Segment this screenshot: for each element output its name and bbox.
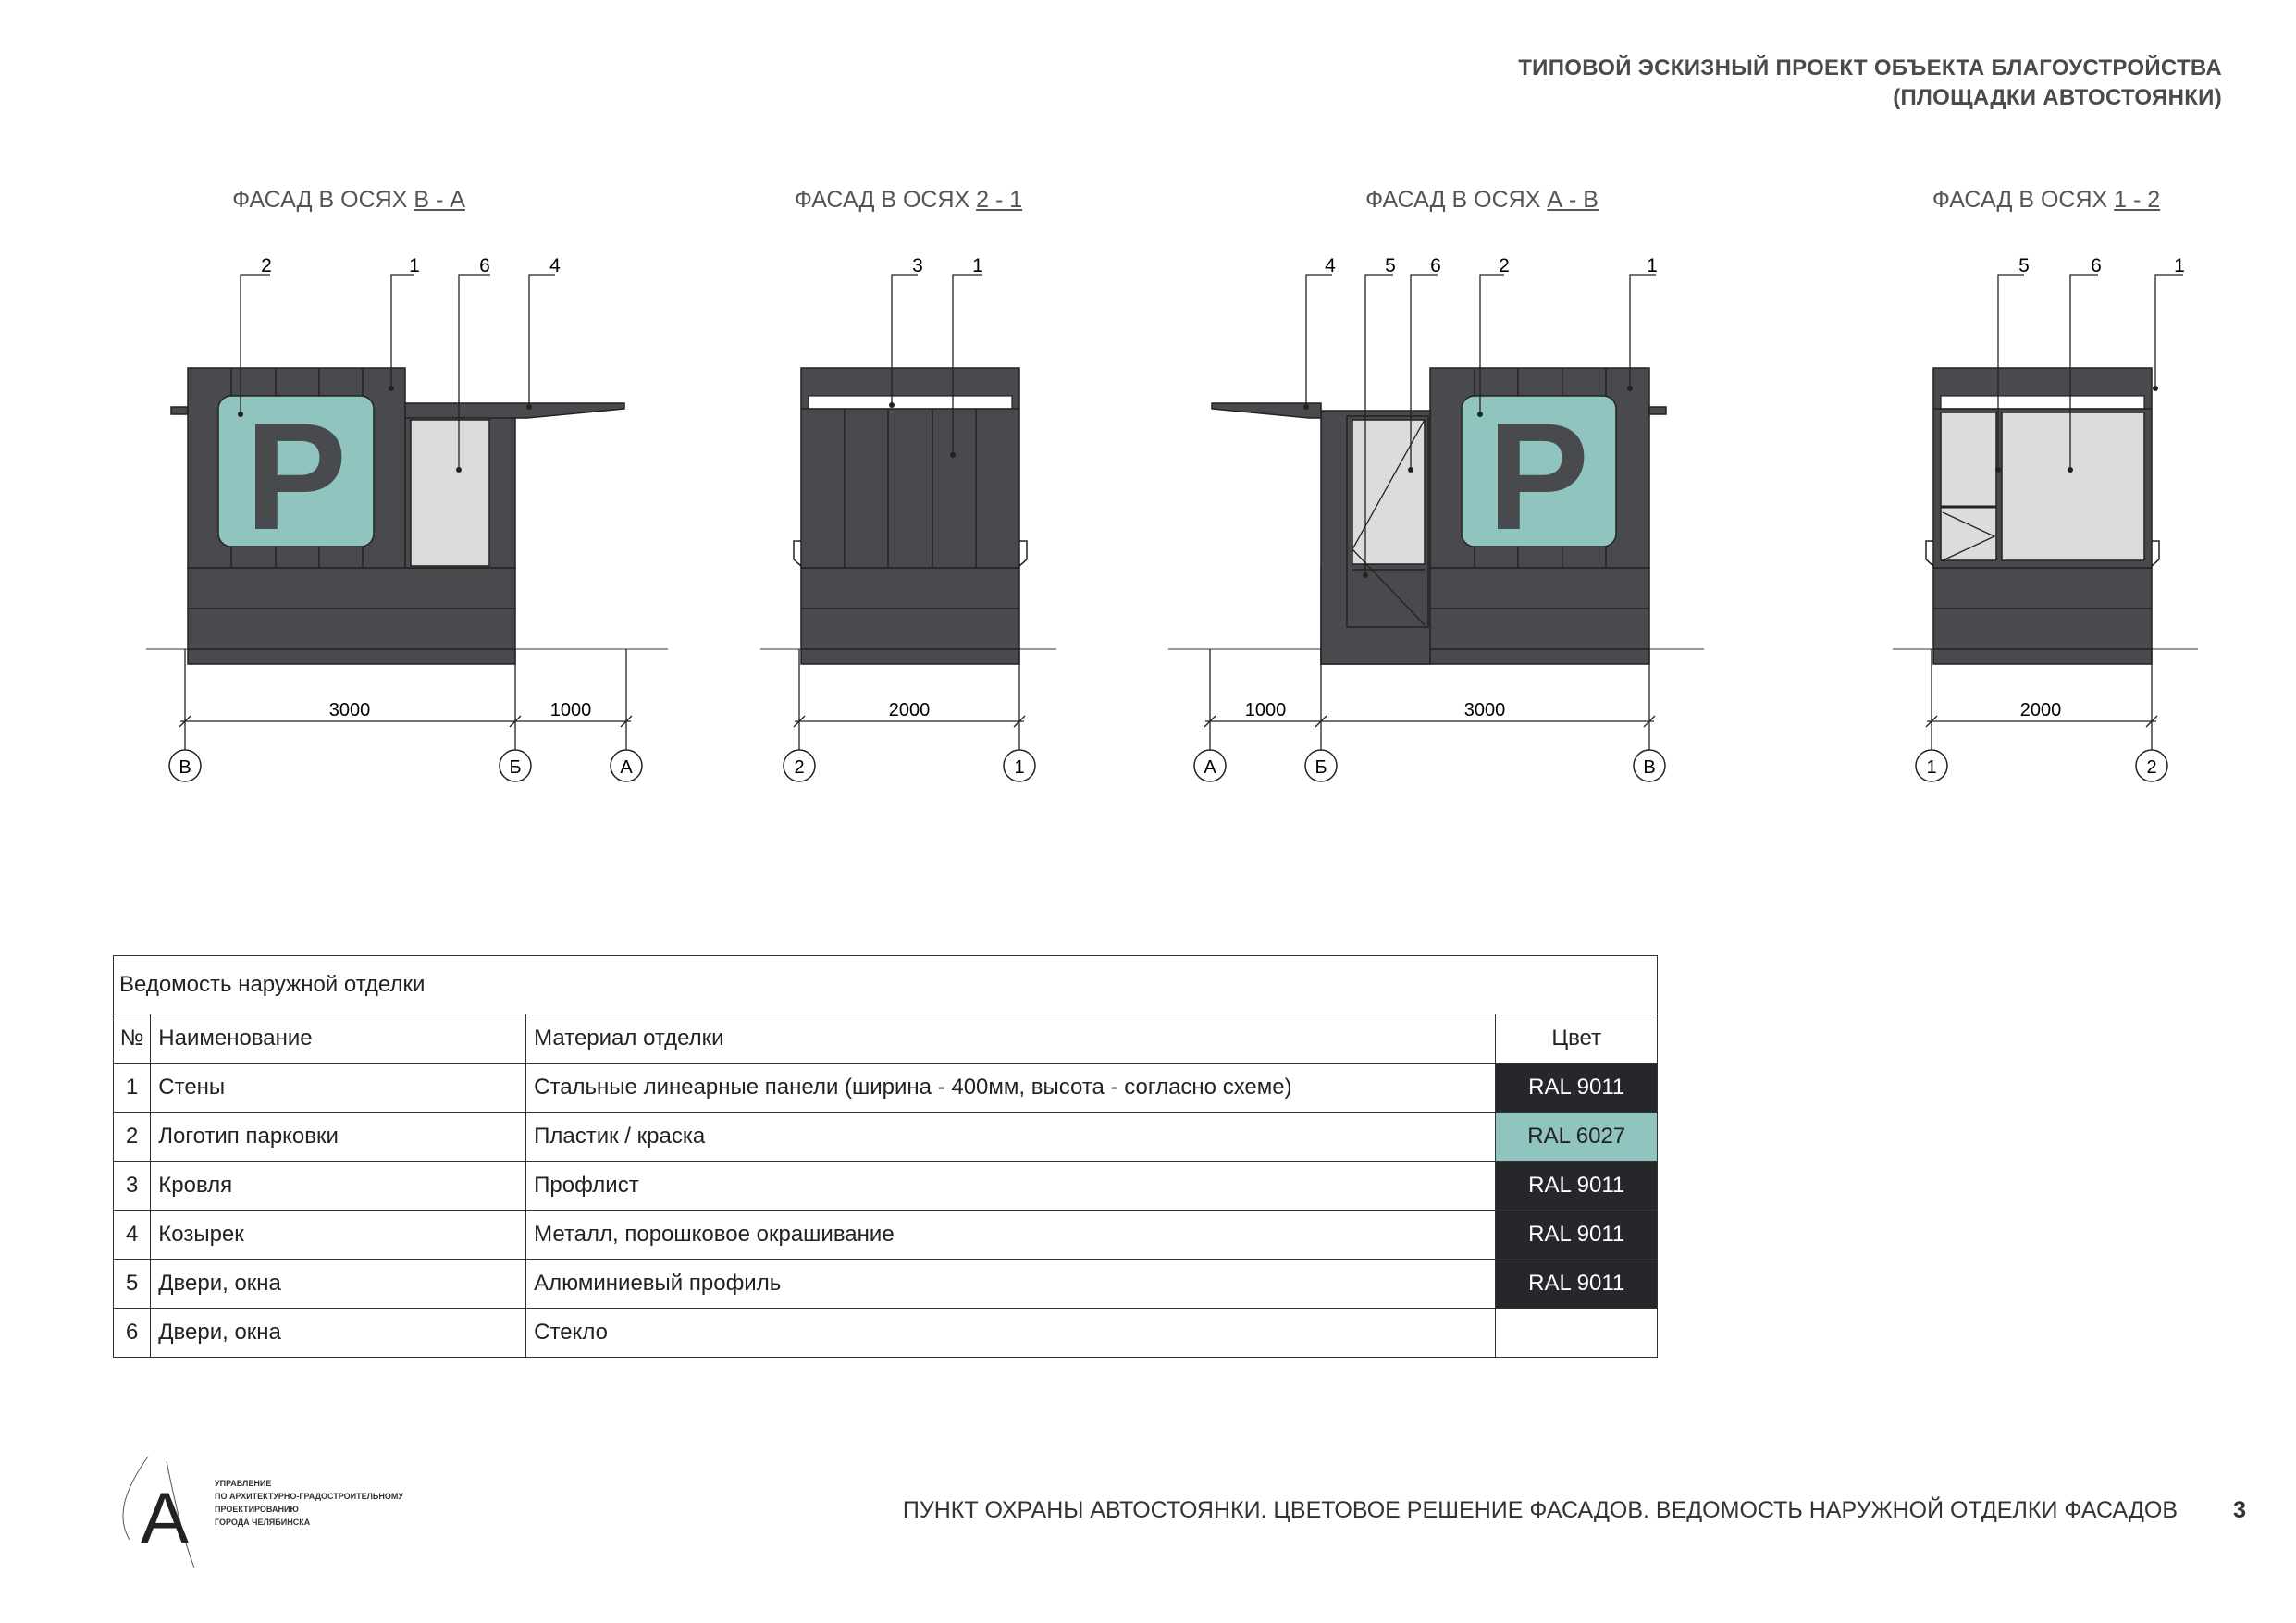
leader-label: 5 <box>2018 255 2030 277</box>
row-no: 3 <box>114 1162 151 1211</box>
row-no: 2 <box>114 1113 151 1162</box>
grid-axis-label: Б <box>1315 757 1327 778</box>
header-material: Материал отделки <box>526 1014 1496 1064</box>
facade-1 <box>146 255 668 781</box>
dimension-label: 2000 <box>888 700 931 720</box>
parking-sign-letter-1: P <box>244 391 348 561</box>
department-name <box>215 1477 403 1529</box>
table-row <box>114 1064 1658 1113</box>
row-name: Двери, окна <box>151 1309 526 1358</box>
leader-label: 4 <box>549 255 561 277</box>
leader-label: 6 <box>479 255 490 277</box>
table-row <box>114 1260 1658 1309</box>
row-material: Алюминиевый профиль <box>526 1260 1496 1309</box>
row-name: Двери, окна <box>151 1260 526 1309</box>
grid-axis-label: 2 <box>794 757 805 778</box>
leader-label: 4 <box>1325 255 1336 277</box>
facade-4 <box>1893 255 2198 781</box>
grid-axis-label: Б <box>509 757 522 778</box>
grid-axis-label: В <box>179 757 191 778</box>
row-color-swatch <box>1496 1309 1658 1358</box>
logo-letter: A <box>140 1477 190 1558</box>
exterior-finish-schedule <box>113 955 1658 1358</box>
header-line-2: (ПЛОЩАДКИ АВТОСТОЯНКИ) <box>1893 85 2222 110</box>
department-name-line: ГОРОДА ЧЕЛЯБИНСКА <box>215 1518 311 1527</box>
leader-label: 6 <box>1430 255 1441 277</box>
leader-label: 2 <box>1499 255 1510 277</box>
row-color-swatch: RAL 9011 <box>1496 1211 1658 1260</box>
row-name: Козырек <box>151 1211 526 1260</box>
department-logo <box>111 1452 222 1572</box>
row-color-swatch: RAL 6027 <box>1496 1113 1658 1162</box>
row-color-swatch: RAL 9011 <box>1496 1064 1658 1113</box>
leader-label: 1 <box>409 255 420 277</box>
sheet-title: ПУНКТ ОХРАНЫ АВТОСТОЯНКИ. ЦВЕТОВОЕ РЕШЕНИЕ ФАСАДОВ. ВЕДОМОСТЬ НАРУЖНОЙ ОТДЕЛКИ ФАСАДОВ <box>902 1497 2178 1523</box>
row-no: 6 <box>114 1309 151 1358</box>
header-color: Цвет <box>1496 1014 1658 1064</box>
row-name: Логотип парковки <box>151 1113 526 1162</box>
table-row <box>114 1211 1658 1260</box>
leader-label: 6 <box>2091 255 2102 277</box>
facade-title-1: ФАСАД В ОСЯХ В - А <box>232 187 465 213</box>
header-no: № <box>114 1014 151 1064</box>
leader-label: 1 <box>972 255 983 277</box>
row-material: Стекло <box>526 1309 1496 1358</box>
grid-axis-label: А <box>1204 757 1216 778</box>
page-number: 3 <box>2233 1497 2246 1523</box>
grid-axis-label: 1 <box>1014 757 1025 778</box>
row-material: Стальные линеарные панели (ширина - 400мм, высота - согласно схеме) <box>526 1064 1496 1113</box>
grid-axis-label: В <box>1643 757 1656 778</box>
dimension-label: 2000 <box>2019 700 2062 720</box>
grid-axis-label: А <box>620 757 633 778</box>
header-line-1: ТИПОВОЙ ЭСКИЗНЫЙ ПРОЕКТ ОБЪЕКТА БЛАГОУСТРОЙСТВА <box>1518 55 2222 80</box>
facade-title-4: ФАСАД В ОСЯХ 1 - 2 <box>1932 187 2161 213</box>
grid-axis-label: 1 <box>1926 757 1937 778</box>
facade-title-3: ФАСАД В ОСЯХ А - В <box>1365 187 1599 213</box>
department-name-line: ПО АРХИТЕКТУРНО-ГРАДОСТРОИТЕЛЬНОМУ <box>215 1492 403 1501</box>
row-name: Стены <box>151 1064 526 1113</box>
schedule-header-row <box>114 1014 1658 1064</box>
row-no: 5 <box>114 1260 151 1309</box>
row-material: Металл, порошковое окрашивание <box>526 1211 1496 1260</box>
row-color-swatch: RAL 9011 <box>1496 1162 1658 1211</box>
facade-2 <box>760 255 1056 781</box>
leader-label: 5 <box>1385 255 1396 277</box>
leader-label: 2 <box>261 255 272 277</box>
facade-title-2: ФАСАД В ОСЯХ 2 - 1 <box>794 187 1023 213</box>
row-no: 1 <box>114 1064 151 1113</box>
grid-axis-label: 2 <box>2146 757 2157 778</box>
row-no: 4 <box>114 1211 151 1260</box>
schedule-caption: Ведомость наружной отделки <box>114 956 1658 1014</box>
leader-label: 3 <box>912 255 923 277</box>
parking-sign-letter-3: P <box>1487 391 1590 561</box>
row-material: Пластик / краска <box>526 1113 1496 1162</box>
facade-3 <box>1168 255 1704 781</box>
department-name-line: УПРАВЛЕНИЕ <box>215 1479 272 1488</box>
dimension-label: 1000 <box>549 700 592 720</box>
row-color-swatch: RAL 9011 <box>1496 1260 1658 1309</box>
header-name: Наименование <box>151 1014 526 1064</box>
department-name-line: ПРОЕКТИРОВАНИЮ <box>215 1505 299 1514</box>
table-row <box>114 1309 1658 1358</box>
dimension-label: 1000 <box>1244 700 1287 720</box>
leader-label: 1 <box>1647 255 1658 277</box>
table-row <box>114 1162 1658 1211</box>
dimension-label: 3000 <box>1463 700 1506 720</box>
row-material: Профлист <box>526 1162 1496 1211</box>
table-row <box>114 1113 1658 1162</box>
leader-label: 1 <box>2174 255 2185 277</box>
dimension-label: 3000 <box>328 700 371 720</box>
row-name: Кровля <box>151 1162 526 1211</box>
